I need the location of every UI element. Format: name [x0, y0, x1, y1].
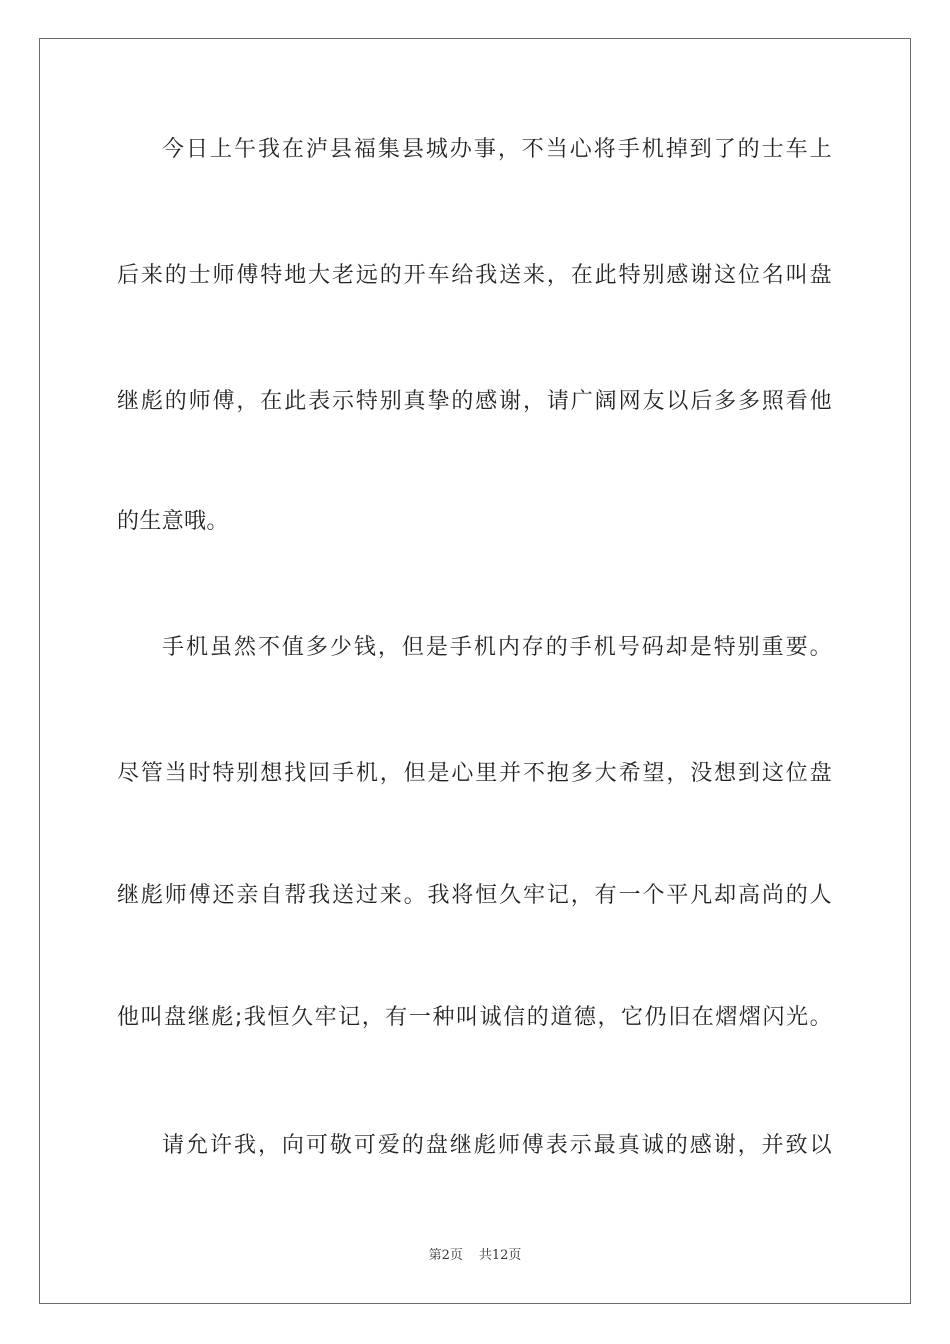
paragraph-1-line-2: 后来的士师傅特地大老远的开车给我送来，在此特别感谢这位名叫盘: [117, 263, 832, 288]
page-total: 共12页: [478, 1248, 522, 1263]
paragraph-2-line-2: 尽管当时特别想找回手机，但是心里并不抱多大希望，没想到这位盘: [117, 761, 832, 786]
paragraph-2-line-3: 继彪师傅还亲自帮我送过来。我将恒久牢记，有一个平凡却高尚的人: [117, 883, 832, 908]
page-footer: [0, 1244, 950, 1263]
paragraph-1-line-3: 继彪的师傅，在此表示特别真挚的感谢，请广阔网友以后多多照看他: [117, 389, 832, 414]
paragraph-2-line-4: 他叫盘继彪;我恒久牢记，有一种叫诚信的道德，它仍旧在熠熠闪光。: [117, 1005, 832, 1030]
paragraph-3-line-1: 请允许我，向可敬可爱的盘继彪师傅表示最真诚的感谢，并致以: [162, 1133, 832, 1158]
paragraph-1-line-4: 的生意哦。: [117, 509, 229, 534]
paragraph-2-line-1: 手机虽然不值多少钱，但是手机内存的手机号码却是特别重要。: [162, 635, 832, 660]
paragraph-1-line-1: 今日上午我在泸县福集县城办事，不当心将手机掉到了的士车上: [162, 137, 832, 162]
page-border: [39, 38, 911, 1304]
page-number: 第2页: [428, 1248, 463, 1263]
